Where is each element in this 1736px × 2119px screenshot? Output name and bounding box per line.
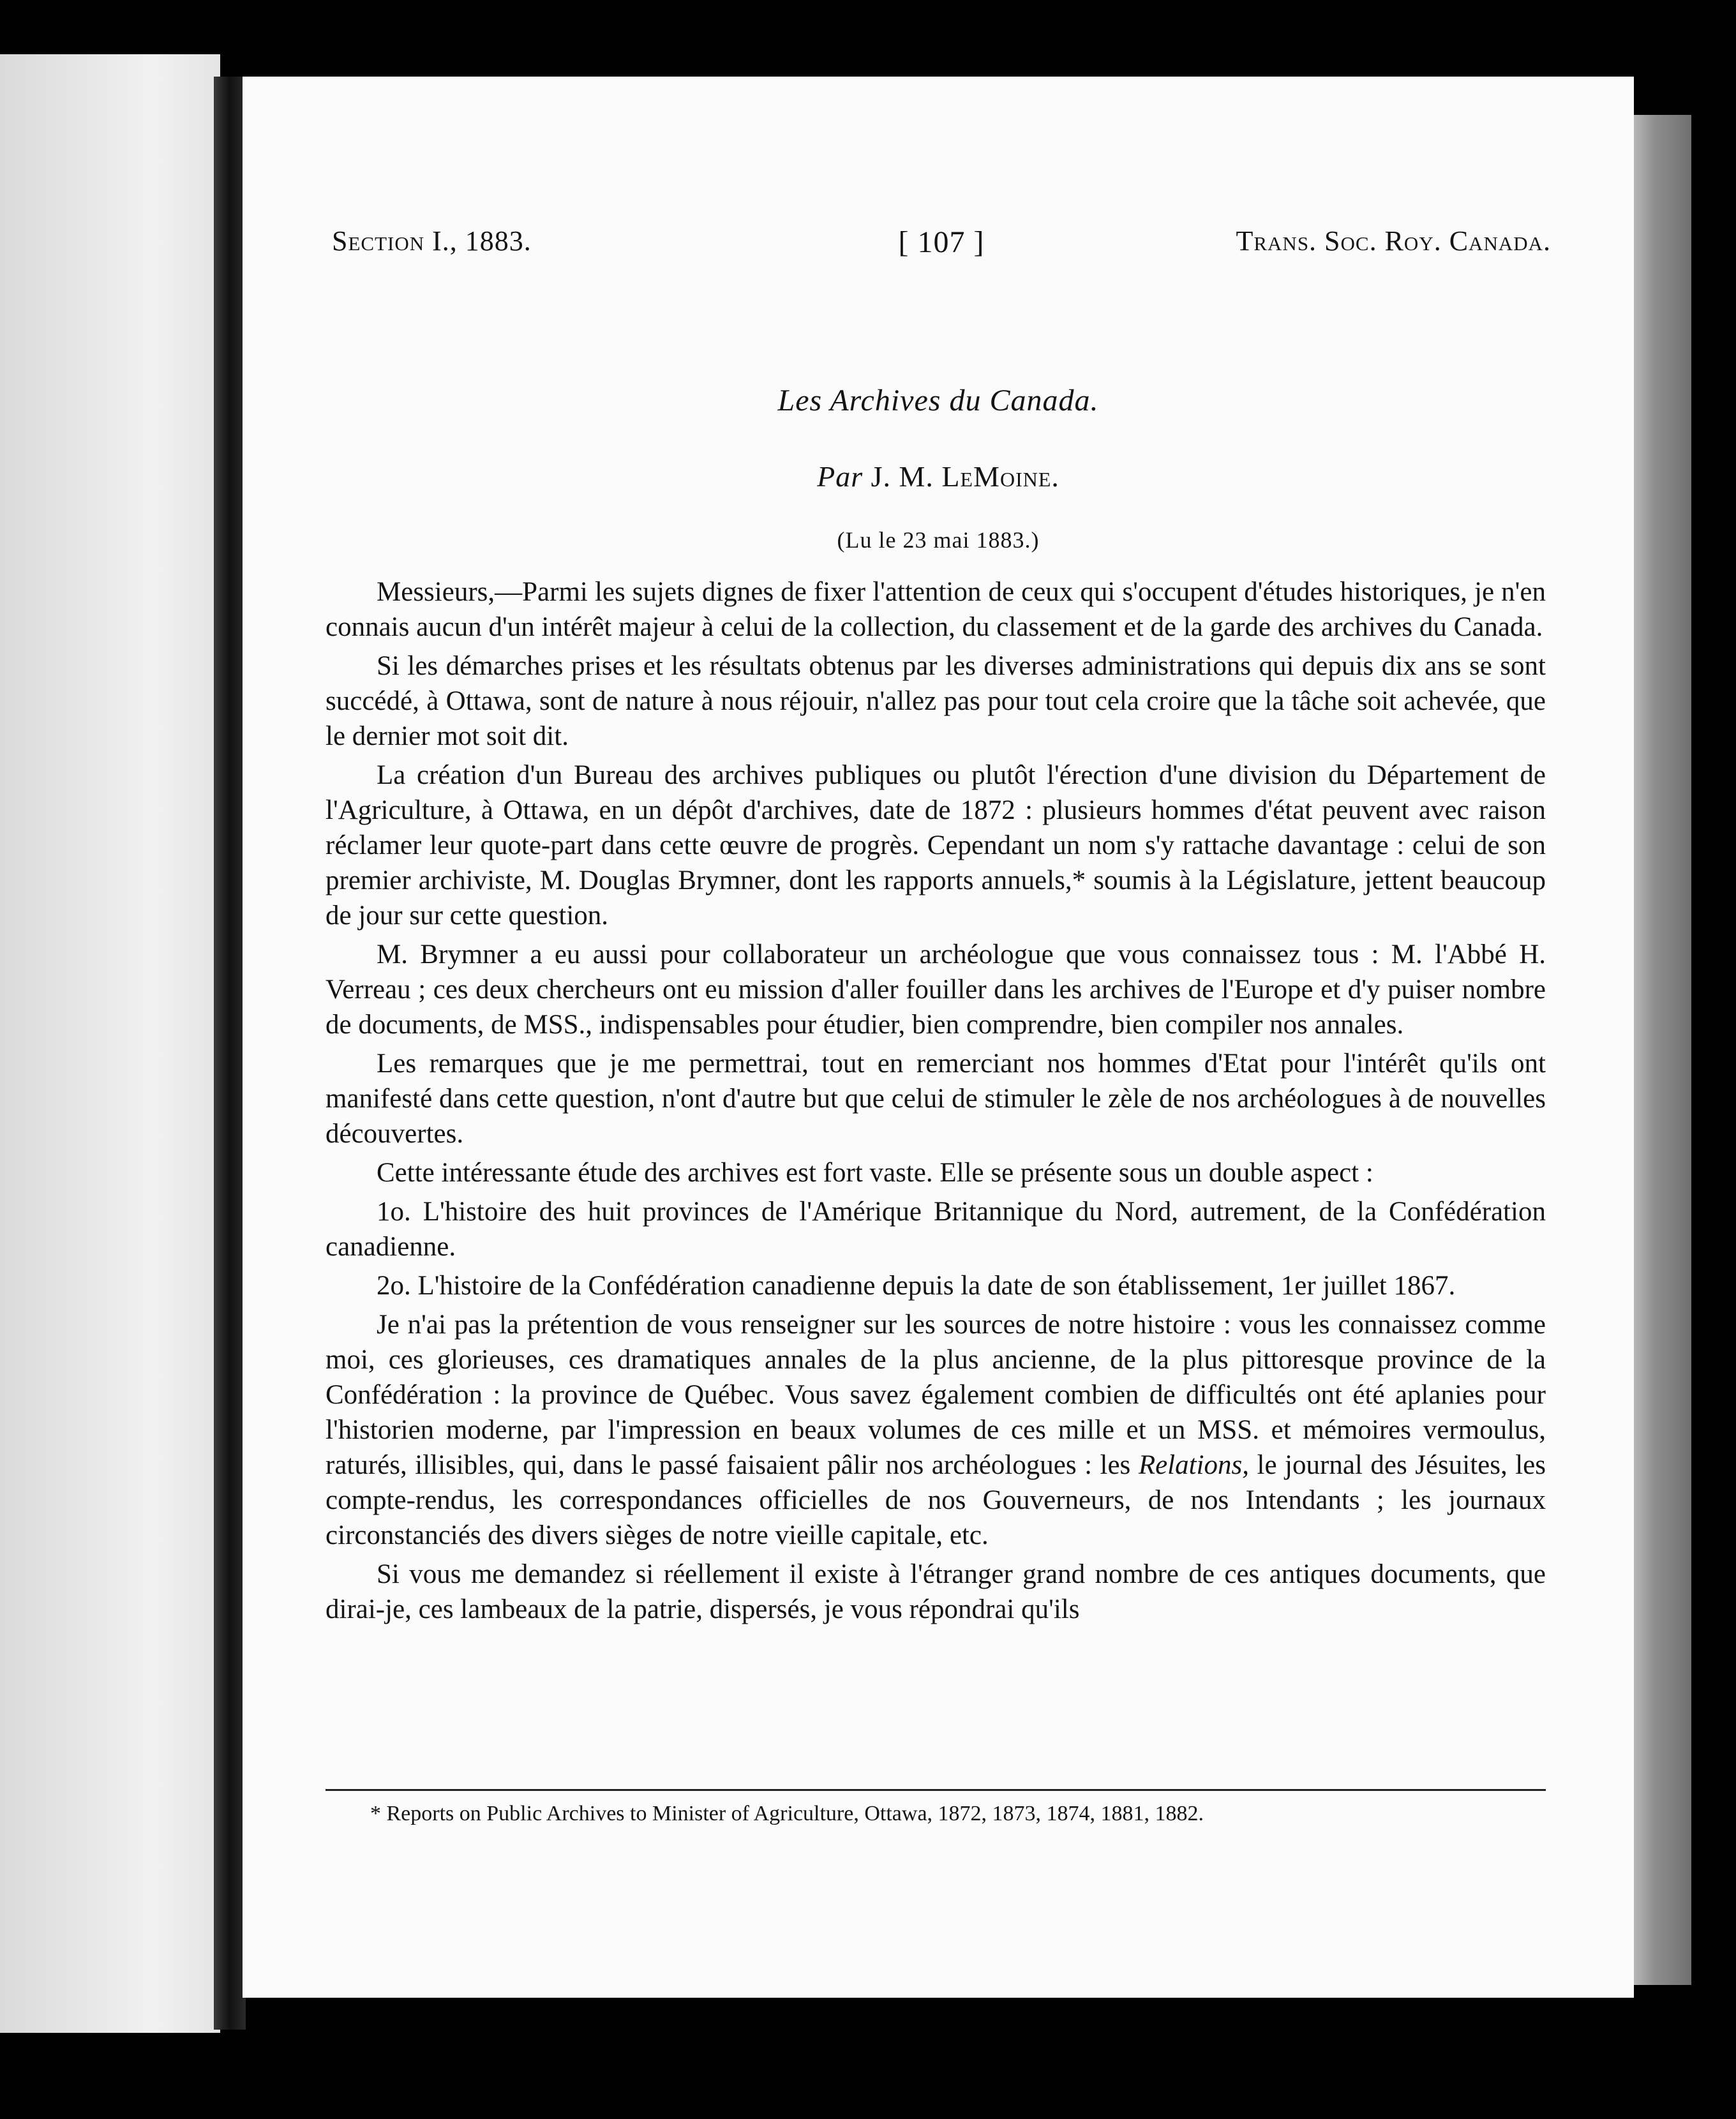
footnote-rule: [326, 1789, 1546, 1791]
journal-name: Trans. Soc. Roy. Canada.: [1236, 225, 1551, 257]
page-edge: [1631, 115, 1691, 1985]
book-gutter: [214, 77, 246, 2030]
section-label: Section I., 1883.: [332, 225, 532, 257]
read-date: (Lu le 23 mai 1883.): [837, 527, 1040, 553]
byline-prefix: Par: [817, 460, 864, 493]
paragraph-text: Je n'ai pas la prétention de vous renseigner sur les sources de notre histoire : vous les connaissez comme moi, ces glorieuses, ces dramatiques annales de la plus ancienne, de la plus pittoresque province de la Confédération : la province de Québec. Vous savez également combien de difficultés ont été aplanies pour l'historien moderne, par l'impression en beaux volumes de ces mille et un MSS. et mémoires vermoulus, raturés, illisibles, qui, dans le passé faisaient pâlir nos archéologues : les: [326, 1310, 1546, 1480]
paragraph: [326, 1307, 1546, 1553]
paragraph: M. Brymner a eu aussi pour collaborateur un archéologue que vous connaissez tous : M. l'Abbé H. Verreau ; ces deux chercheurs ont eu mission d'aller fouiller dans les archives de l'Europe et d'y puiser nombre de documents, de MSS., indispensables pour étudier, bien comprendre, bien compiler nos annales.: [326, 940, 1546, 1040]
paragraph: Les remarques que je me permettrai, tout en remerciant nos hommes d'Etat pour l'intérêt qu'ils ont manifesté dans cette question, n'ont d'autre but que celui de stimuler le zèle de nos archéologues à de nouvelles découvertes.: [326, 1049, 1546, 1149]
paragraph: 1o. L'histoire des huit provinces de l'Amérique Britannique du Nord, autrement, de la Confédération canadienne.: [326, 1197, 1546, 1262]
paragraph-text: le journal des Jésuites, les compte-rendus, les correspondances officielles de nos Gouverneurs, de nos Intendants ; les journaux circonstanciés des divers sièges de notre vieille capitale, etc.: [326, 1450, 1546, 1550]
paragraph: Si les démarches prises et les résultats obtenus par les diverses administrations qui depuis dix ans se sont succédé, à Ottawa, sont de nature à nous réjouir, n'allez pas pour tout cela croire que la tâche soit achevée, que le dernier mot soit dit.: [326, 651, 1546, 751]
running-head: [332, 225, 1551, 263]
footnote: * Reports on Public Archives to Minister of Agriculture, Ottawa, 1872, 1873, 1874, 1881, 1882.: [370, 1802, 1204, 1825]
article-title: Les Archives du Canada.: [777, 384, 1099, 417]
italic-term: Relations,: [1138, 1450, 1249, 1480]
paragraph: Messieurs,—Parmi les sujets dignes de fixer l'attention de ceux qui s'occupent d'études historiques, je n'en connais aucun d'un intérêt majeur à celui de la collection, du classement et de la garde des archives du Canada.: [326, 577, 1546, 642]
paragraph: Si vous me demandez si réellement il existe à l'étranger grand nombre de ces antiques documents, que dirai-je, ces lambeaux de la patrie, dispersés, je vous répondrai qu'ils: [326, 1559, 1546, 1624]
paragraph: 2o. L'histoire de la Confédération canadienne depuis la date de son établissement, 1er juillet 1867.: [377, 1271, 1456, 1301]
author-name: J. M. LeMoine.: [871, 460, 1059, 493]
byline: [243, 460, 1634, 493]
paragraph: La création d'un Bureau des archives publiques ou plutôt l'érection d'une division du Département de l'Agriculture, à Ottawa, en un dépôt d'archives, date de 1872 : plusieurs hommes d'état peuvent avec raison réclamer leur quote-part dans cette œuvre de progrès. Cependant un nom s'y rattache davantage : celui de son premier archiviste, M. Douglas Brymner, dont les rapports annuels,* soumis à la Législature, jettent beaucoup de jour sur cette question.: [326, 760, 1546, 931]
document-page: [243, 77, 1634, 1998]
paragraph: Cette intéressante étude des archives est fort vaste. Elle se présente sous un double aspect :: [377, 1158, 1373, 1188]
facing-page: [0, 54, 220, 2033]
article-body: [326, 574, 1546, 1631]
page-number: [ 107 ]: [898, 225, 985, 259]
